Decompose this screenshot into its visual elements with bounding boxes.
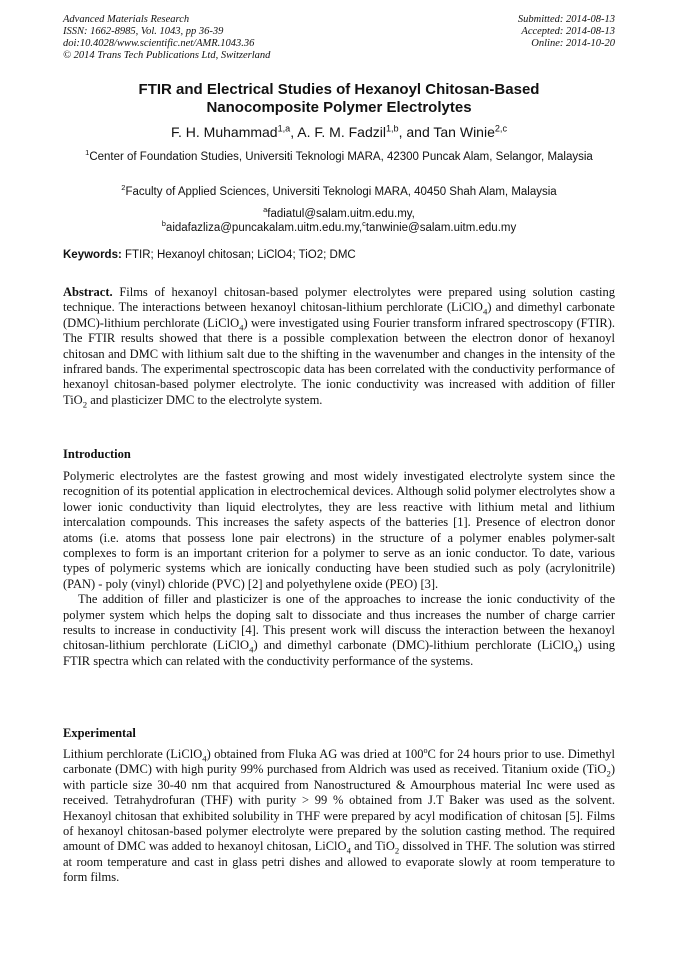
abstract-text: ) and dimethyl carbonate (DMC)-lithium perchlorate (LiClO [63,300,615,330]
subscript: 2 [606,768,611,779]
affiliation-1-text: Center of Foundation Studies, Universiti Teknologi MARA, 42300 Puncak Alam, Selangor, Malaysia [89,151,593,163]
subscript: 4 [202,753,207,764]
email-b[interactable]: aidafazliza@puncakalam.uitm.edu.my, [165,222,363,234]
paragraph-text: Lithium perchlorate (LiClO [63,747,203,761]
abstract [63,285,615,408]
introduction-heading: Introduction [63,447,131,461]
abstract-text: and plasticizer DMC to the electrolyte system. [87,392,323,407]
email-b-marker: b [161,219,166,229]
affiliation-2-text: Faculty of Applied Sciences, Universiti Teknologi MARA, 40450 Shah Alam, Malaysia [125,186,557,198]
keywords-label: Keywords: [63,249,122,261]
author-2: A. F. M. Fadzil [297,124,386,140]
keywords-text: FTIR; Hexanoyl chitosan; LiClO4; TiO2; DMC [125,249,356,261]
abstract-label: Abstract. [63,285,113,299]
paragraph-text: C for 24 hours prior to use. Dimethyl carbonate (DMC) with high purity 99% purchased from Aldrich was used as received. Titanium oxide (TiO [63,747,615,777]
paragraph-text: ) and dimethyl carbonate (DMC)-lithium perchlorate (LiClO [253,638,574,653]
author-3: Tan Winie [433,124,495,140]
journal-info [63,14,270,62]
abstract-text: Films of hexanoyl chitosan-based polymer electrolytes were prepared using solution casting technique. The interactions between hexanoyl chitosan-lithium perchlorate (LiClO [63,285,616,315]
subscript: 2 [82,399,88,410]
affiliation-1-marker: 1 [85,148,90,158]
keywords [63,248,615,262]
degree-superscript: o [423,745,428,755]
title-line-2: Nanocomposite Polymer Electrolytes [206,99,472,116]
email-a[interactable]: fadiatul@salam.uitm.edu.my, [267,208,415,220]
author-1: F. H. Muhammad [171,124,278,140]
subscript: 4 [239,322,244,333]
paragraph-text: dissolved in THF. The solution was stirred at room temperature and cast in glass petri dishes and allowed to evaporate slowly at room temperature to form films. [63,839,615,885]
paragraph-text: The addition of filler and plasticizer is one of the approaches to increase the ionic conductivity of the polymer system which helps the doping salt to dissociate and thus increases the number of charge carrier results to increase in conductivity [4]. This present work will discuss the interaction between the hexanoyl chitosan-lithium perchlorate (LiClO [63,592,615,653]
author-list [63,124,615,141]
introduction-body [63,469,615,669]
journal-copyright: © 2014 Trans Tech Publications Ltd, Switzerland [63,50,271,61]
journal-doi: doi:10.4028/www.scientific.net/AMR.1043.36 [63,38,255,49]
journal-name: Advanced Materials Research [63,14,190,25]
paragraph-text: ) using FTIR spectra which can related with the conductivity performance of the systems. [63,638,615,668]
author-3-affil: 2,c [494,123,507,134]
author-separator: , and [398,124,434,140]
subscript: 2 [394,845,400,856]
subscript: 4 [249,644,254,655]
email-c-marker: c [362,219,366,229]
paragraph-text: and TiO [350,839,395,854]
introduction-paragraph-2 [63,592,615,669]
subscript: 4 [346,845,351,856]
email-c[interactable]: tanwinie@salam.uitm.edu.my [365,222,517,234]
affiliation-1 [75,150,603,165]
abstract-text: ) were investigated using Fourier transform infrared spectroscopy (FTIR). The FTIR results showed that there is a possible complexation between the electron donor of hexanoyl chitosan and DMC with lithium salt due to the shifting in the wavenumber and changes in the intensity of the infrared bands. The experimental spectroscopic data has been correlated with the conductivity performance of hexanoyl chitosan-based polymer electrolyte. The ionic conductivity was increased with addition of filler TiO [63,315,615,407]
title-line-1: FTIR and Electrical Studies of Hexanoyl Chitosan-Based [138,81,540,98]
introduction-paragraph-1: Polymeric electrolytes are the fastest growing and most widely investigated electrolyte system since the recognition of its potential application in electrochemical devices. Although solid polymer electrolytes show a lower ionic conductivity than liquid electrolytes, they are less reactive with lithium metal and lithium intercalation compounds. This increases the safety aspects of the batteries [1]. Presence of electron donor atoms (i.e. atoms that possess lone pair electrons) in the structure of a polymer enables polymer-salt complexes to form is an important criterion for a polymer to serve as an ionic conductor. To date, various types of polymeric systems which are ionically conducting have been studied such as poly (acrylonitrile) (PAN) - poly (vinyl) chloride (PVC) [2] and polyethylene oxide (PEO) [3]. [63,469,615,591]
author-1-affil: 1,a [277,123,291,134]
subscript: 4 [482,306,488,317]
online-date: Online: 2014-10-20 [531,38,615,49]
paragraph-text: ) with particle size 30-40 nm that acquired from Nanostructured & Amourphous material Inc were used as received. Tetrahydrofuran (THF) with purity > 99 % obtained from J.T Baker was used as the solvent. Hexanoyl chitosan that exhibited solubility in THF were prepared by acyl modification of chitosan [5]. Films of hexanoyl chitosan-based polymer electrolyte were prepared by the solution casting method. The required amount of DMC was added to hexanoyl chitosan, LiClO [63,762,615,854]
paper-title [63,81,615,117]
subscript: 4 [573,644,578,655]
paragraph-text: ) obtained from Fluka AG was dried at 100 [206,747,424,761]
email-a-marker: a [263,205,268,215]
experimental-body [63,747,615,886]
author-2-affil: 1,b [385,123,399,134]
experimental-heading: Experimental [63,726,136,740]
publication-dates [518,14,615,50]
submitted-date: Submitted: 2014-08-13 [517,14,615,25]
email-list [63,207,615,235]
journal-issn: ISSN: 1662-8985, Vol. 1043, pp 36-39 [63,26,224,37]
author-separator: , [290,124,298,140]
accepted-date: Accepted: 2014-08-13 [521,26,615,37]
affiliation-2 [75,185,603,200]
affiliation-2-marker: 2 [121,183,126,193]
